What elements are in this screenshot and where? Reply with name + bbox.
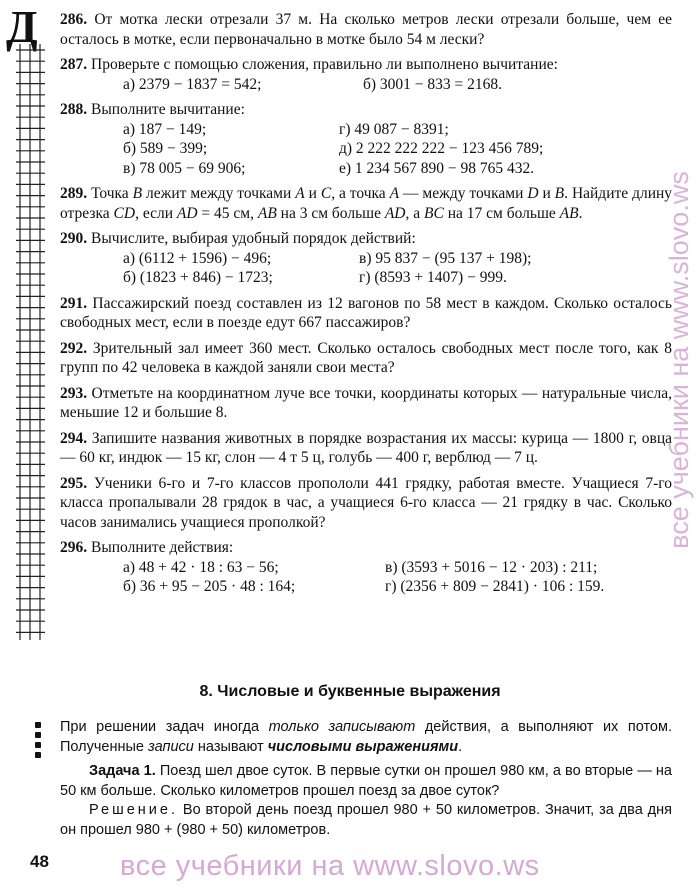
solution-paragraph bbox=[60, 801, 672, 840]
intro-text: . bbox=[458, 738, 463, 755]
task-paragraph bbox=[60, 762, 672, 801]
math-variable: AB bbox=[559, 204, 579, 222]
text-fragment: . bbox=[578, 204, 583, 222]
exercise-number: 295. bbox=[60, 474, 88, 492]
exercise-text: Запишите названия животных в порядке возрастания их массы: курица — 1800 г, овца — 60 кг, индюк — 15 кг, слон — 4 т 5 ц, голубь — 400 г, верблюд — 7 ц. bbox=[60, 429, 672, 466]
intro-italic: только записывают bbox=[268, 719, 416, 735]
page-number: 48 bbox=[30, 852, 49, 871]
text-fragment: и bbox=[304, 185, 321, 202]
text-fragment: . Найдите длину отрезка bbox=[60, 185, 673, 222]
exercise-296 bbox=[60, 538, 672, 597]
item: а) 187 − 149; bbox=[123, 120, 207, 138]
item: а) (6112 + 1596) − 496; bbox=[123, 249, 272, 267]
exercise-text: От мотка лески отрезали 37 м. На сколько метров лески отрезали больше, чем ее осталось в мотке, если первоначально в мотке было 54 м лески? bbox=[60, 11, 672, 48]
exercise-number: 291. bbox=[60, 294, 88, 312]
item-b: б) 3001 − 833 = 2168. bbox=[363, 75, 503, 93]
exercise-text: Ученики 6-го и 7-го классов пропололи 441 грядку, работая вместе. Учащиеся 7-го класса пропалывали 28 грядок в час, а учащиеся 6-го класса — 21 грядку в час. Сколько часов занимались учащиеся прополкой? bbox=[60, 474, 672, 531]
exercise-287 bbox=[60, 55, 672, 94]
math-variable: BC bbox=[424, 204, 444, 222]
exercise-292 bbox=[60, 339, 672, 378]
exercise-number: 288. bbox=[60, 101, 88, 118]
item: б) (1823 + 846) − 1723; bbox=[123, 269, 273, 286]
intro-italic: записи bbox=[148, 738, 194, 755]
exercise-text: Зрительный зал имеет 360 мест. Сколько осталось свободных мест после того, как 8 групп по 42 человека в каждой заняли свои места? bbox=[60, 339, 673, 376]
exercise-291 bbox=[60, 294, 672, 333]
section-letter: Д bbox=[6, 1, 38, 52]
math-variable: AD bbox=[176, 204, 198, 222]
item: г) 49 087 − 8391; bbox=[339, 120, 449, 138]
item: в) 78 005 − 69 906; bbox=[123, 159, 246, 177]
text-fragment: на 3 см больше bbox=[276, 204, 385, 222]
exercise-text bbox=[60, 185, 672, 222]
section-body bbox=[60, 718, 672, 840]
exercise-number: 292. bbox=[60, 339, 88, 357]
task-text: Поезд шел двое суток. В первые сутки он прошел 980 км, а во вторые — на 50 км больше. Сколько километров прошел поезд за двое суток? bbox=[60, 763, 672, 799]
math-variable: A bbox=[389, 185, 400, 202]
exercise-number: 294. bbox=[60, 429, 88, 447]
item: б) 36 + 95 − 205 · 48 : 164; bbox=[123, 578, 296, 595]
text-fragment: = 45 см, bbox=[197, 204, 258, 222]
exercise-number: 293. bbox=[60, 384, 88, 402]
text-fragment: , если bbox=[135, 204, 177, 222]
math-variable: AD bbox=[384, 204, 406, 222]
exercise-289 bbox=[60, 184, 672, 223]
exercise-294 bbox=[60, 429, 672, 468]
exercise-text: Выполните действия: bbox=[91, 539, 234, 556]
math-variable: A bbox=[295, 185, 305, 202]
solution-label: Решение. bbox=[89, 802, 178, 818]
text-fragment: , а bbox=[405, 204, 425, 222]
exercise-number: 289. bbox=[60, 185, 88, 202]
exercise-293 bbox=[60, 384, 672, 423]
item-a: а) 2379 − 1837 = 542; bbox=[123, 75, 262, 93]
exercises bbox=[60, 10, 672, 603]
math-variable: B bbox=[554, 185, 565, 202]
math-variable: B bbox=[132, 185, 143, 202]
intro-text: называют bbox=[193, 738, 268, 755]
item: г) (2356 + 809 − 2841) · 106 : 159. bbox=[385, 578, 605, 595]
item: в) 95 837 − (95 137 + 198); bbox=[359, 249, 532, 267]
text-fragment: лежит между точками bbox=[142, 185, 296, 202]
item: а) 48 + 42 · 18 : 63 − 56; bbox=[123, 558, 279, 576]
item: е) 1 234 567 890 − 98 765 432. bbox=[339, 159, 535, 177]
math-variable: CD bbox=[113, 204, 136, 222]
margin-dots-marker bbox=[35, 722, 43, 762]
section-title: 8. Числовые и буквенные выражения bbox=[199, 683, 501, 700]
exercise-number: 286. bbox=[60, 11, 88, 28]
item: в) (3593 + 5016 − 12 · 203) : 211; bbox=[385, 558, 598, 576]
exercise-text: Выполните вычитание: bbox=[91, 101, 245, 118]
exercise-290 bbox=[60, 229, 672, 288]
exercise-295 bbox=[60, 474, 672, 533]
text-fragment: , а точка bbox=[331, 185, 390, 202]
text-fragment: на 17 см больше bbox=[443, 204, 560, 222]
exercise-text: Отметьте на координатном луче все точки, координаты которых — натуральные числа, меньшие 12 и большие 8. bbox=[60, 384, 672, 421]
exercise-288 bbox=[60, 100, 672, 178]
text-fragment: и bbox=[538, 185, 555, 202]
math-variable: C bbox=[320, 185, 332, 202]
item: б) 589 − 399; bbox=[123, 140, 208, 157]
exercise-text: Вычислите, выбирая удобный порядок действий: bbox=[91, 230, 416, 247]
math-variable: D bbox=[527, 185, 539, 202]
watermark-side-text: все учебники на www.slovo.ws bbox=[664, 171, 694, 549]
text-fragment: — между точками bbox=[399, 185, 528, 202]
watermark-bottom: все учебники на www.slovo.ws bbox=[120, 850, 540, 882]
exercise-text: Пассажирский поезд составлен из 12 вагонов по 58 мест в каждом. Сколько осталось свободных мест, если в поезде едут 667 пассажиров? bbox=[60, 294, 673, 331]
intro-paragraph bbox=[60, 718, 672, 757]
text-fragment: Точка bbox=[91, 185, 133, 202]
exercise-text: Проверьте с помощью сложения, правильно ли выполнено вычитание: bbox=[91, 56, 558, 73]
exercise-number: 290. bbox=[60, 230, 88, 247]
exercise-number: 287. bbox=[60, 56, 88, 73]
item: г) (8593 + 1407) − 999. bbox=[359, 269, 507, 286]
math-variable: AB bbox=[257, 204, 277, 222]
intro-text: действия, а выполняют их потом. Полученные bbox=[60, 719, 672, 755]
intro-text: При решении задач иногда bbox=[60, 719, 269, 735]
exercise-286 bbox=[60, 10, 672, 49]
margin-grid-decoration bbox=[16, 44, 46, 640]
intro-term: числовыми выражениями bbox=[267, 738, 459, 755]
exercise-number: 296. bbox=[60, 539, 88, 556]
task-label: Задача 1. bbox=[89, 763, 156, 779]
item: д) 2 222 222 222 − 123 456 789; bbox=[339, 140, 544, 157]
solution-text: Во второй день поезд прошел 980 + 50 километров. Значит, за два дня он прошел 980 + (980 + 50) километров. bbox=[60, 802, 672, 838]
